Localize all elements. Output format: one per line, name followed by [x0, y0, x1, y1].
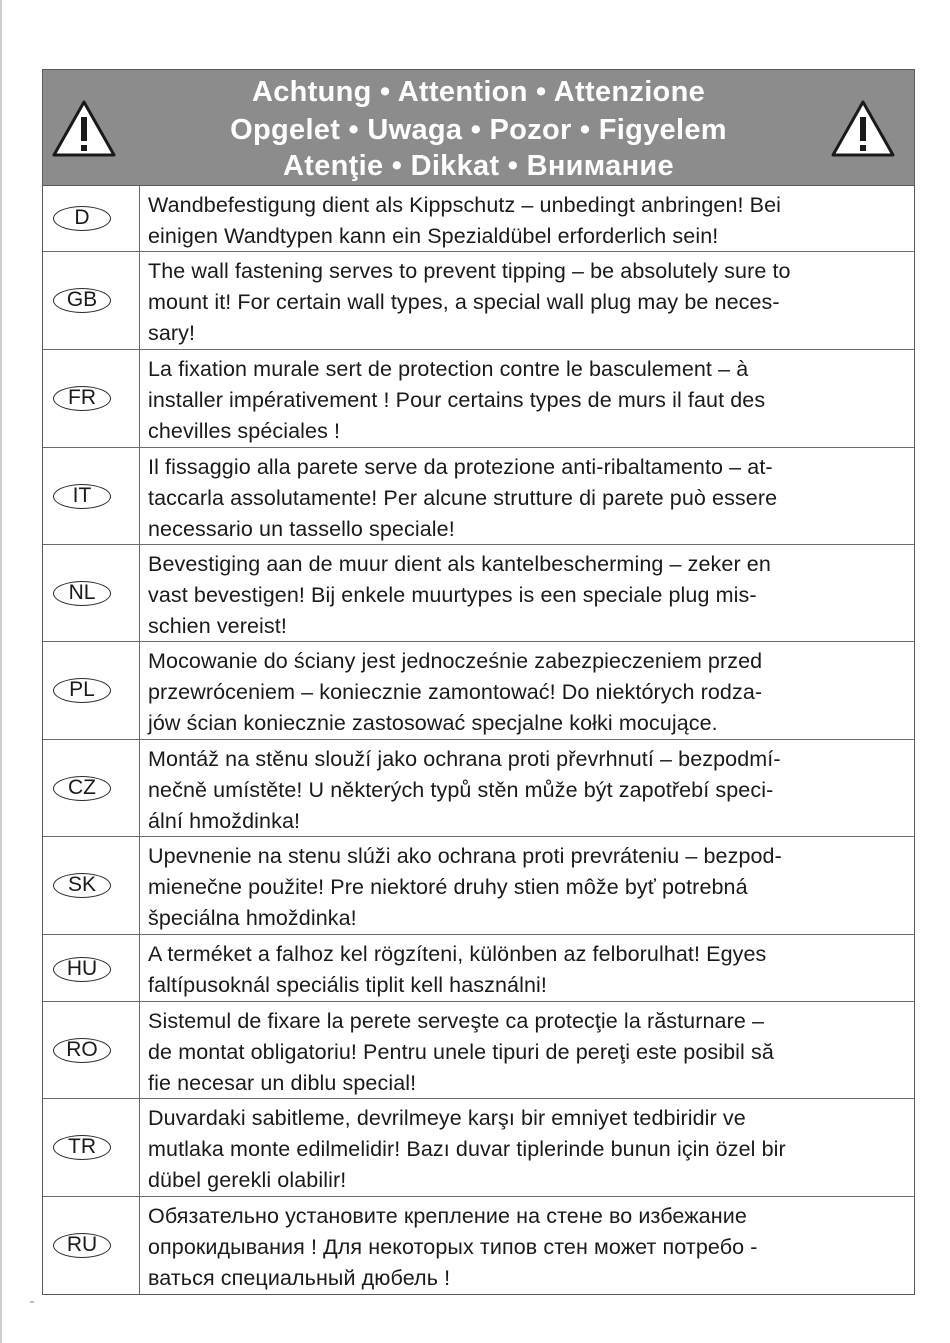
language-code-cell — [43, 252, 140, 349]
language-code-cell — [43, 837, 140, 934]
language-code-cell — [43, 350, 140, 447]
warning-text-pl: Mocowanie do ściany jest jednocześnie zabezpieczeniem przed przewróceniem – koniecznie zamontować! Do niektórych rodza- jów ścian koniecznie zastosować specjalne kołki mocujące. — [148, 649, 763, 735]
warning-text-gb: The wall fastening serves to prevent tipping – be absolutely sure to mount it! For certain wall types, a special wall plug may be neces- sary! — [148, 259, 791, 345]
header-line-3: Atenţie • Dikkat • Внимание — [283, 150, 674, 182]
language-row-fr — [43, 350, 914, 448]
language-badge-pl: PL — [53, 678, 111, 703]
language-badge-tr: TR — [53, 1135, 111, 1160]
page-foot-mark — [30, 1301, 34, 1303]
language-row-it — [43, 448, 914, 545]
warning-triangle-icon — [830, 98, 896, 158]
language-code-cell — [43, 935, 140, 1001]
warning-text-fr: La fixation murale sert de protection contre le basculement – à installer impérativement ! Pour certains types de murs il faut des chevilles spéciales ! — [148, 357, 766, 443]
language-row-pl — [43, 642, 914, 740]
language-code-cell — [43, 1002, 140, 1098]
language-badge-it: IT — [53, 484, 111, 509]
warning-text-d: Wandbefestigung dient als Kippschutz – unbedingt anbringen! Bei einigen Wandtypen kann ein Spezialdübel erforderlich sein! — [148, 193, 782, 248]
language-row-ru — [43, 1197, 914, 1294]
language-code-cell — [43, 448, 140, 544]
language-badge-hu: HU — [53, 957, 111, 982]
language-code-cell — [43, 1197, 140, 1294]
language-badge-fr: FR — [53, 386, 111, 411]
warning-text-cz: Montáž na stěnu slouží jako ochrana proti převrhnutí – bezpodmí- nečně umístěte! U některých typů stěn může být zapotřebí speci- ální hmoždinka! — [148, 747, 781, 833]
page-edge — [0, 0, 2, 1343]
language-badge-nl: NL — [53, 581, 111, 606]
warning-text-nl: Bevestiging aan de muur dient als kantelbescherming – zeker en vast bevestigen! Bij enkele muurtypes is een speciale plug mis- schien vereist! — [148, 552, 771, 638]
language-badge-gb: GB — [53, 288, 111, 313]
warning-text-sk: Upevnenie na stenu slúži ako ochrana proti prevráteniu – bezpod- mienečne použite! Pre niektoré druhy stien môže byť potrebná špeciálna hmoždinka! — [148, 844, 782, 930]
language-code-cell — [43, 186, 140, 251]
header-line-2: Opgelet • Uwaga • Pozor • Figyelem — [230, 114, 727, 146]
warning-text-tr: Duvardaki sabitleme, devrilmeye karşı bir emniyet tedbiridir ve mutlaka monte edilmelidir! Bazı duvar tiplerinde bunun için özel bir dübel gerekli olabilir! — [148, 1106, 786, 1192]
language-row-ro — [43, 1002, 914, 1099]
language-badge-ro: RO — [53, 1038, 111, 1063]
warning-table — [42, 69, 915, 1295]
warning-header — [43, 70, 914, 186]
language-row-tr — [43, 1099, 914, 1197]
warning-text-hu: A terméket a falhoz kel rögzíteni, különben az felborulhat! Egyes faltípusoknál speciális tiplit kell használni! — [148, 942, 767, 997]
language-badge-sk: SK — [53, 873, 111, 898]
header-line-1: Achtung • Attention • Attenzione — [251, 76, 706, 108]
language-row-gb — [43, 252, 914, 350]
language-code-cell — [43, 545, 140, 641]
language-row-cz — [43, 740, 914, 837]
warning-text-it: Il fissaggio alla parete serve da protezione anti-ribaltamento – at- taccarla assolutamente! Per alcune strutture di parete può essere necessario un tassello speciale! — [148, 455, 778, 541]
language-row-nl — [43, 545, 914, 642]
language-code-cell — [43, 642, 140, 739]
language-code-cell — [43, 740, 140, 836]
language-row-hu — [43, 935, 914, 1002]
language-badge-cz: CZ — [53, 776, 111, 801]
language-badge-ru: RU — [53, 1233, 111, 1258]
warning-text-ru: Обязательно установите крепление на стене во избежание опрокидывания ! Для некоторых типов стен может потребо - ваться специальный дюбель ! — [148, 1204, 758, 1290]
language-row-d — [43, 186, 914, 252]
language-code-cell — [43, 1099, 140, 1196]
language-row-sk — [43, 837, 914, 935]
language-badge-d: D — [53, 206, 111, 231]
warning-text-ro: Sistemul de fixare la perete serveşte ca protecţie la răsturnare – de montat obligatoriu! Pentru unele tipuri de pereţi este posibil să fie necesar un diblu special! — [148, 1009, 774, 1095]
